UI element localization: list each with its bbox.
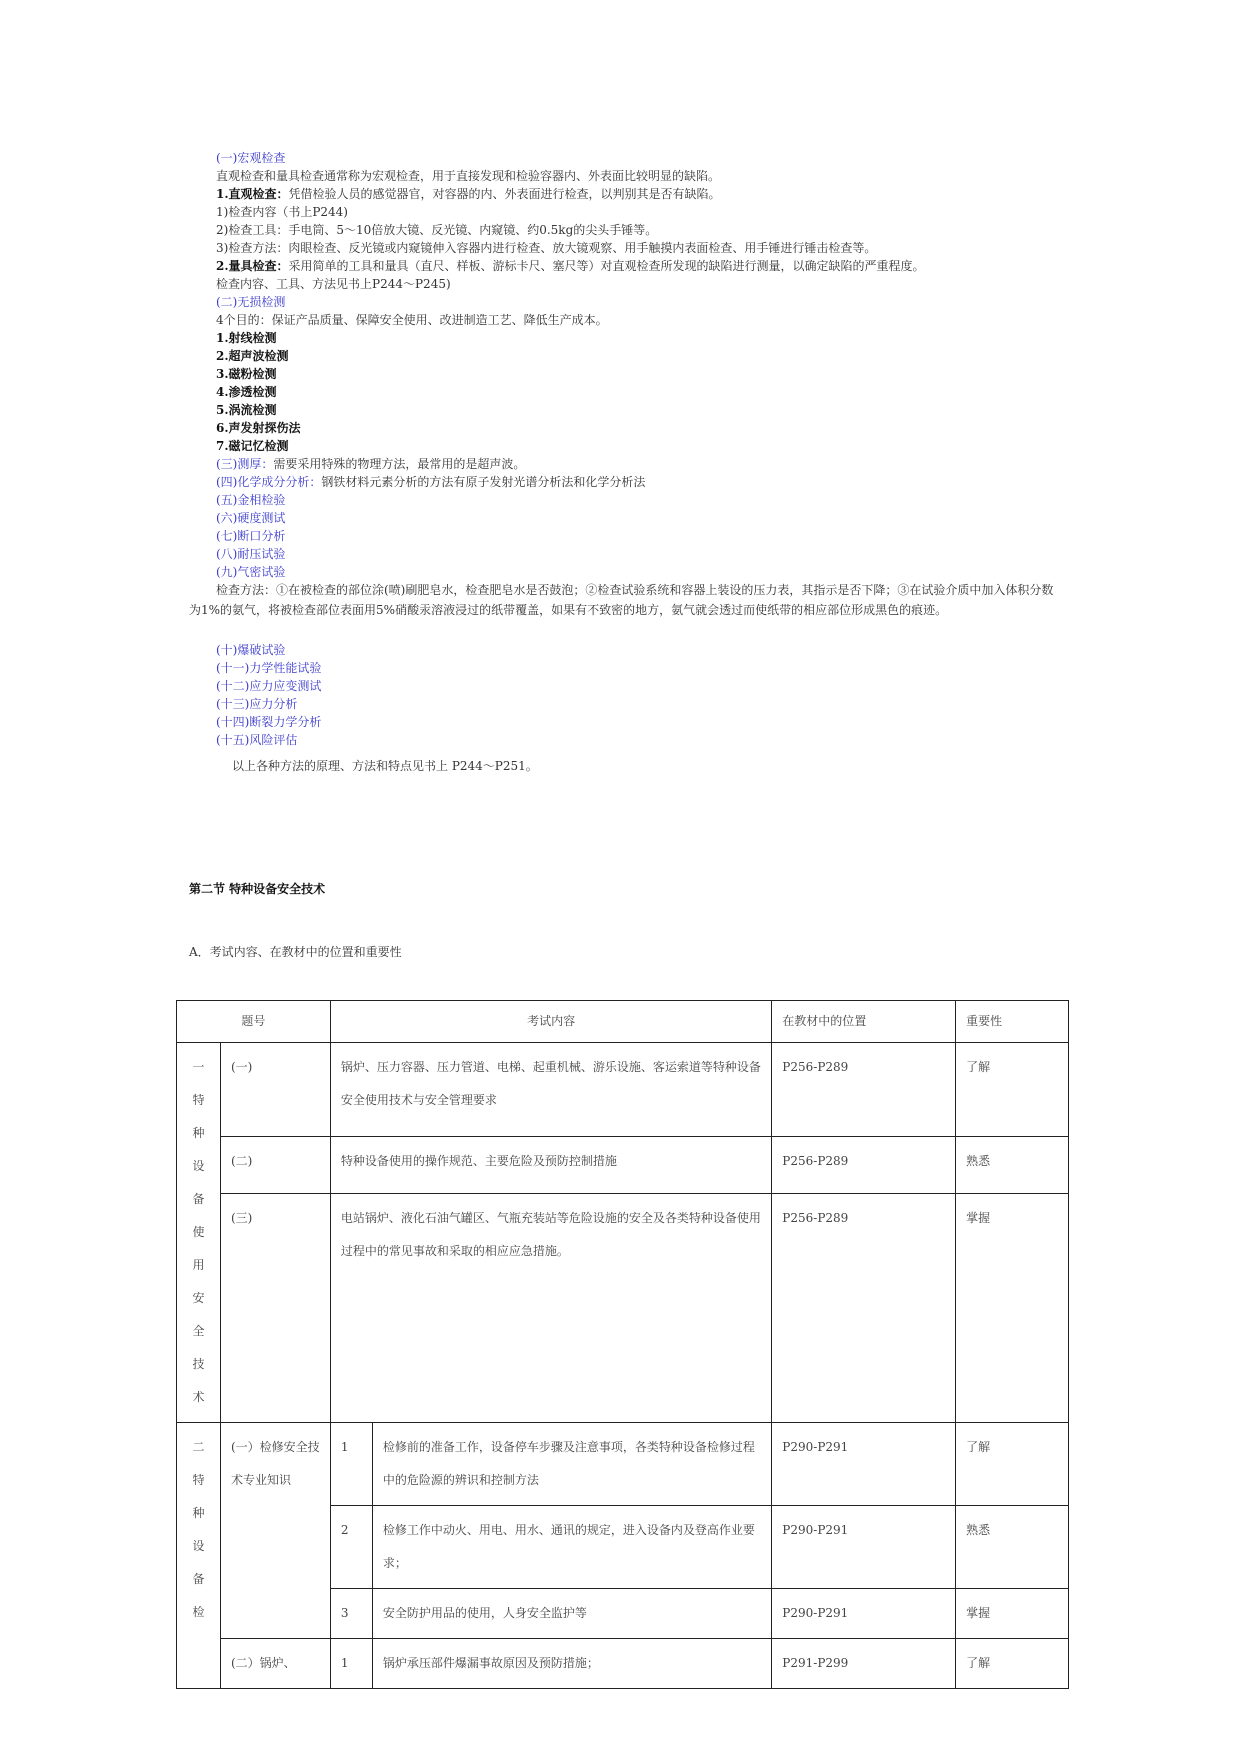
heading-item: (八)耐压试验	[216, 547, 286, 561]
heading-item: (十五)风险评估	[216, 733, 298, 747]
blue-lead: (三)测厚：	[216, 457, 274, 471]
text-line: 直观检查和量具检查通常称为宏观检查，用于直接发现和检验容器内、外表面比较明显的缺陷。	[216, 169, 721, 183]
header-no: 题号	[177, 1001, 331, 1043]
heading-item: (五)金相检验	[216, 493, 286, 507]
item-position: P256-P289	[772, 1043, 956, 1137]
item-no: (二)	[220, 1137, 330, 1194]
sub-item-no: 3	[330, 1589, 372, 1639]
heading-item: (十四)断裂力学分析	[216, 715, 322, 729]
item-position: P290-P291	[772, 1423, 956, 1506]
category-char: 用	[192, 1258, 205, 1272]
heading-item: (十二)应力应变测试	[216, 679, 322, 693]
ndt-method: 7.磁记忆检测	[216, 439, 289, 453]
text-line	[216, 258, 925, 274]
category-char: 设	[192, 1539, 205, 1553]
table-row	[177, 1194, 1069, 1423]
bold-lead: 2.量具检查：	[216, 259, 289, 273]
item-content: 锅炉承压部件爆漏事故原因及预防措施；	[372, 1639, 771, 1689]
sub-item-no: 1	[330, 1639, 372, 1689]
category-char: 特	[192, 1093, 205, 1107]
text-line: 2)检查工具：手电筒、5～10倍放大镜、反光镜、内窥镜、约0.5kg的尖头手锤等。	[216, 223, 658, 237]
text-line	[216, 186, 721, 202]
category-char: 检	[192, 1605, 205, 1619]
item-position: P291-P299	[772, 1639, 956, 1689]
header-importance: 重要性	[956, 1001, 1069, 1043]
table-row	[177, 1043, 1069, 1137]
heading-item: (十一)力学性能试验	[216, 661, 322, 675]
item-content: 电站锅炉、液化石油气罐区、气瓶充装站等危险设施的安全及各类特种设备使用过程中的常见事故和采取的相应应急措施。	[330, 1194, 771, 1423]
exam-content-table	[176, 1000, 1069, 1689]
text-line: 3)检查方法：肉眼检查、反光镜或内窥镜伸入容器内进行检查、放大镜观察、用手触摸内表面检查、用手锤进行锤击检查等。	[216, 241, 877, 255]
heading-macro-inspection: (一)宏观检查	[216, 151, 286, 165]
category-char: 术	[192, 1390, 205, 1404]
closing-line: 以上各种方法的原理、方法和特点见书上 P244～P251。	[232, 759, 538, 773]
category-char: 一	[192, 1060, 205, 1074]
table-header-row	[177, 1001, 1069, 1043]
item-importance: 掌握	[956, 1194, 1069, 1423]
text-line	[216, 474, 645, 490]
section-title: 第二节 特种设备安全技术	[189, 882, 326, 896]
category-cell-2	[177, 1423, 221, 1689]
item-position: P256-P289	[772, 1137, 956, 1194]
category-char: 使	[192, 1225, 205, 1239]
method-paragraph: 检查方法：①在被检查的部位涂(喷)刷肥皂水，检查肥皂水是否鼓泡；②检查试验系统和容器上装设的压力表，其指示是否下降；③在试验介质中加入体积分数为1%的氨气，将被检查部位表面用5%硝酸汞溶液浸过的纸带覆盖，如果有不致密的地方，氨气就会透过而使纸带的相应部位形成黑色的痕迹。	[189, 583, 1054, 617]
item-importance: 掌握	[956, 1589, 1069, 1639]
ndt-method: 3.磁粉检测	[216, 367, 277, 381]
text-rest: 采用简单的工具和量具（直尺、样板、游标卡尺、塞尺等）对直观检查所发现的缺陷进行测量，以确定缺陷的严重程度。	[288, 259, 925, 273]
sub-item-no: 2	[330, 1506, 372, 1589]
text-rest: 钢铁材料元素分析的方法有原子发射光谱分析法和化学分析法	[321, 475, 646, 489]
item-content: 锅炉、压力容器、压力管道、电梯、起重机械、游乐设施、客运索道等特种设备安全使用技术与安全管理要求	[330, 1043, 771, 1137]
text-line: 检查内容、工具、方法见书上P244～P245)	[216, 277, 451, 291]
ndt-method: 1.射线检测	[216, 331, 277, 345]
item-content: 检修前的准备工作，设备停车步骤及注意事项，各类特种设备检修过程中的危险源的辨识和控制方法	[372, 1423, 771, 1506]
section-subtitle: A．考试内容、在教材中的位置和重要性	[189, 945, 402, 959]
category-char: 技	[192, 1357, 205, 1371]
item-no: (一)	[220, 1043, 330, 1137]
category-char: 特	[192, 1473, 205, 1487]
category-char: 全	[192, 1324, 205, 1338]
heading-item: (十三)应力分析	[216, 697, 298, 711]
heading-item: (六)硬度测试	[216, 511, 286, 525]
text-rest: 凭借检验人员的感觉器官，对容器的内、外表面进行检查，以判别其是否有缺陷。	[288, 187, 721, 201]
item-content: 安全防护用品的使用，人身安全监护等	[372, 1589, 771, 1639]
item-importance: 了解	[956, 1639, 1069, 1689]
text-line	[216, 456, 525, 472]
category-char: 备	[192, 1192, 205, 1206]
item-importance: 了解	[956, 1423, 1069, 1506]
ndt-method: 2.超声波检测	[216, 349, 289, 363]
item-importance: 了解	[956, 1043, 1069, 1137]
category-char: 种	[192, 1126, 205, 1140]
item-position: P290-P291	[772, 1589, 956, 1639]
item-content: 检修工作中动火、用电、用水、通讯的规定，进入设备内及登高作业要求；	[372, 1506, 771, 1589]
table-row	[177, 1639, 1069, 1689]
item-importance: 熟悉	[956, 1506, 1069, 1589]
category-char: 设	[192, 1159, 205, 1173]
blue-lead: (四)化学成分分析：	[216, 475, 322, 489]
table-row	[177, 1423, 1069, 1506]
category-char: 种	[192, 1506, 205, 1520]
header-position: 在教材中的位置	[772, 1001, 956, 1043]
heading-item: (九)气密试验	[216, 565, 286, 579]
ndt-method: 6.声发射探伤法	[216, 421, 301, 435]
item-content: 特种设备使用的操作规范、主要危险及预防控制措施	[330, 1137, 771, 1194]
sub-heading: (二）锅炉、	[220, 1639, 330, 1689]
ndt-method: 4.渗透检测	[216, 385, 277, 399]
text-line: 4个目的：保证产品质量、保障安全使用、改进制造工艺、降低生产成本。	[216, 313, 608, 327]
category-char: 安	[192, 1291, 205, 1305]
heading-item: (七)断口分析	[216, 529, 286, 543]
table-row	[177, 1137, 1069, 1194]
ndt-method: 5.涡流检测	[216, 403, 277, 417]
category-char: 二	[192, 1440, 205, 1454]
item-position: P256-P289	[772, 1194, 956, 1423]
category-char: 备	[192, 1572, 205, 1586]
item-no: (三)	[220, 1194, 330, 1423]
sub-item-no: 1	[330, 1423, 372, 1506]
text-line: 1)检查内容（书上P244)	[216, 205, 348, 219]
bold-lead: 1.直观检查：	[216, 187, 289, 201]
header-content: 考试内容	[330, 1001, 771, 1043]
item-importance: 熟悉	[956, 1137, 1069, 1194]
heading-item: (十)爆破试验	[216, 643, 286, 657]
item-position: P290-P291	[772, 1506, 956, 1589]
text-rest: 需要采用特殊的物理方法，最常用的是超声波。	[273, 457, 526, 471]
heading-ndt: (二)无损检测	[216, 295, 286, 309]
sub-heading: (一）检修安全技术专业知识	[220, 1423, 330, 1639]
category-cell-1	[177, 1043, 221, 1423]
